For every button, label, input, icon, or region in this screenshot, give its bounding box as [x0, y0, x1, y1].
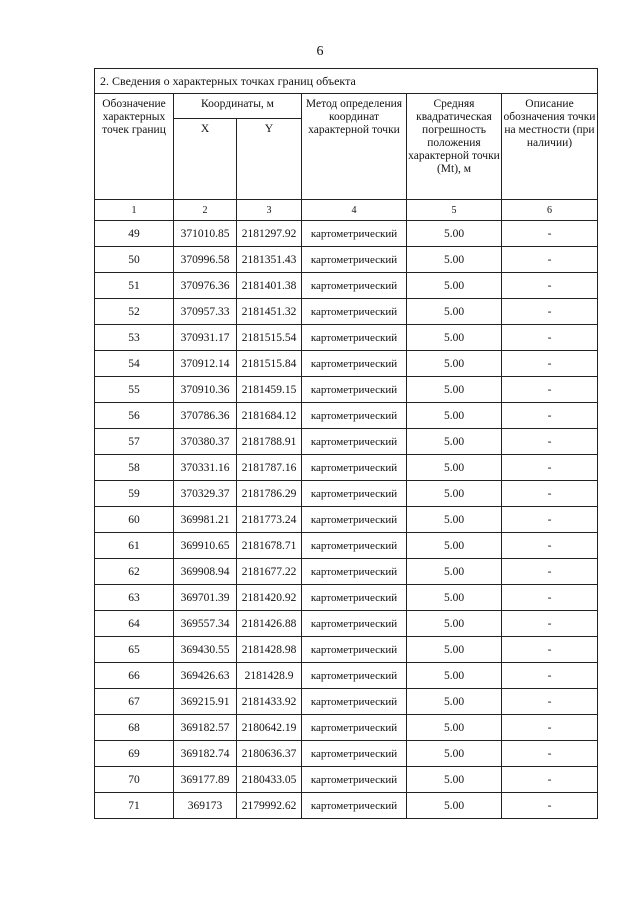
- y-coordinate-cell: 2181433.92: [237, 689, 302, 715]
- point-cell: 52: [95, 299, 174, 325]
- x-coordinate-cell: 369430.55: [174, 637, 237, 663]
- method-cell: картометрический: [302, 247, 407, 273]
- header-y: Y: [237, 119, 302, 200]
- table-row: [95, 507, 598, 533]
- column-number: 6: [502, 200, 598, 221]
- y-coordinate-cell: 2181515.84: [237, 351, 302, 377]
- x-coordinate-cell: 370976.36: [174, 273, 237, 299]
- y-coordinate-cell: 2179992.62: [237, 793, 302, 819]
- x-coordinate-cell: 369910.65: [174, 533, 237, 559]
- point-cell: 53: [95, 325, 174, 351]
- error-cell: 5.00: [407, 533, 502, 559]
- x-coordinate-cell: 369908.94: [174, 559, 237, 585]
- x-coordinate-cell: 370996.58: [174, 247, 237, 273]
- point-cell: 69: [95, 741, 174, 767]
- x-coordinate-cell: 370910.36: [174, 377, 237, 403]
- point-cell: 50: [95, 247, 174, 273]
- y-coordinate-cell: 2181428.9: [237, 663, 302, 689]
- error-cell: 5.00: [407, 741, 502, 767]
- method-cell: картометрический: [302, 611, 407, 637]
- description-cell: -: [502, 793, 598, 819]
- method-cell: картометрический: [302, 637, 407, 663]
- y-coordinate-cell: 2181773.24: [237, 507, 302, 533]
- point-cell: 71: [95, 793, 174, 819]
- y-coordinate-cell: 2180642.19: [237, 715, 302, 741]
- x-coordinate-cell: 370331.16: [174, 455, 237, 481]
- column-number: 5: [407, 200, 502, 221]
- x-coordinate-cell: 369426.63: [174, 663, 237, 689]
- error-cell: 5.00: [407, 611, 502, 637]
- header-x: X: [174, 119, 237, 200]
- method-cell: картометрический: [302, 533, 407, 559]
- table-row: [95, 481, 598, 507]
- description-cell: -: [502, 611, 598, 637]
- table-row: [95, 663, 598, 689]
- point-cell: 55: [95, 377, 174, 403]
- x-coordinate-cell: 369701.39: [174, 585, 237, 611]
- description-cell: -: [502, 299, 598, 325]
- description-cell: -: [502, 351, 598, 377]
- table-row: [95, 793, 598, 819]
- table-row: [95, 767, 598, 793]
- method-cell: картометрический: [302, 689, 407, 715]
- point-cell: 66: [95, 663, 174, 689]
- description-cell: -: [502, 637, 598, 663]
- table-row: [95, 533, 598, 559]
- header-point: Обозначение характерных точек границ: [95, 94, 174, 200]
- x-coordinate-cell: 369182.57: [174, 715, 237, 741]
- y-coordinate-cell: 2180433.05: [237, 767, 302, 793]
- y-coordinate-cell: 2181426.88: [237, 611, 302, 637]
- description-cell: -: [502, 715, 598, 741]
- method-cell: картометрический: [302, 559, 407, 585]
- y-coordinate-cell: 2181786.29: [237, 481, 302, 507]
- x-coordinate-cell: 369182.74: [174, 741, 237, 767]
- description-cell: -: [502, 247, 598, 273]
- method-cell: картометрический: [302, 377, 407, 403]
- description-cell: -: [502, 325, 598, 351]
- method-cell: картометрический: [302, 221, 407, 247]
- table-row: [95, 221, 598, 247]
- error-cell: 5.00: [407, 351, 502, 377]
- error-cell: 5.00: [407, 455, 502, 481]
- point-cell: 56: [95, 403, 174, 429]
- y-coordinate-cell: 2180636.37: [237, 741, 302, 767]
- y-coordinate-cell: 2181787.16: [237, 455, 302, 481]
- x-coordinate-cell: 370786.36: [174, 403, 237, 429]
- method-cell: картометрический: [302, 767, 407, 793]
- error-cell: 5.00: [407, 559, 502, 585]
- method-cell: картометрический: [302, 715, 407, 741]
- y-coordinate-cell: 2181459.15: [237, 377, 302, 403]
- description-cell: -: [502, 221, 598, 247]
- method-cell: картометрический: [302, 507, 407, 533]
- method-cell: картометрический: [302, 325, 407, 351]
- description-cell: -: [502, 689, 598, 715]
- description-cell: -: [502, 403, 598, 429]
- table-row: [95, 455, 598, 481]
- boundary-points-table: [94, 68, 598, 819]
- error-cell: 5.00: [407, 793, 502, 819]
- description-cell: -: [502, 741, 598, 767]
- point-cell: 61: [95, 533, 174, 559]
- table-row: [95, 299, 598, 325]
- section-title: 2. Сведения о характерных точках границ объекта: [95, 69, 598, 94]
- y-coordinate-cell: 2181401.38: [237, 273, 302, 299]
- description-cell: -: [502, 507, 598, 533]
- point-cell: 68: [95, 715, 174, 741]
- error-cell: 5.00: [407, 221, 502, 247]
- description-cell: -: [502, 767, 598, 793]
- y-coordinate-cell: 2181515.54: [237, 325, 302, 351]
- error-cell: 5.00: [407, 585, 502, 611]
- point-cell: 70: [95, 767, 174, 793]
- x-coordinate-cell: 369557.34: [174, 611, 237, 637]
- error-cell: 5.00: [407, 299, 502, 325]
- table-row: [95, 247, 598, 273]
- method-cell: картометрический: [302, 403, 407, 429]
- point-cell: 49: [95, 221, 174, 247]
- error-cell: 5.00: [407, 429, 502, 455]
- error-cell: 5.00: [407, 273, 502, 299]
- method-cell: картометрический: [302, 429, 407, 455]
- description-cell: -: [502, 429, 598, 455]
- section-title-row: [95, 69, 598, 94]
- method-cell: картометрический: [302, 585, 407, 611]
- point-cell: 57: [95, 429, 174, 455]
- method-cell: картометрический: [302, 741, 407, 767]
- point-cell: 60: [95, 507, 174, 533]
- y-coordinate-cell: 2181788.91: [237, 429, 302, 455]
- y-coordinate-cell: 2181428.98: [237, 637, 302, 663]
- method-cell: картометрический: [302, 663, 407, 689]
- table-row: [95, 403, 598, 429]
- column-number: 3: [237, 200, 302, 221]
- description-cell: -: [502, 273, 598, 299]
- error-cell: 5.00: [407, 247, 502, 273]
- table-row: [95, 325, 598, 351]
- description-cell: -: [502, 559, 598, 585]
- x-coordinate-cell: 370957.33: [174, 299, 237, 325]
- method-cell: картометрический: [302, 273, 407, 299]
- method-cell: картометрический: [302, 481, 407, 507]
- point-cell: 58: [95, 455, 174, 481]
- error-cell: 5.00: [407, 715, 502, 741]
- y-coordinate-cell: 2181678.71: [237, 533, 302, 559]
- y-coordinate-cell: 2181677.22: [237, 559, 302, 585]
- point-cell: 59: [95, 481, 174, 507]
- point-cell: 54: [95, 351, 174, 377]
- description-cell: -: [502, 377, 598, 403]
- method-cell: картометрический: [302, 793, 407, 819]
- page-number: 6: [316, 44, 324, 59]
- method-cell: картометрический: [302, 455, 407, 481]
- description-cell: -: [502, 585, 598, 611]
- column-numbers-row: [95, 200, 598, 221]
- table-row: [95, 715, 598, 741]
- table-row: [95, 559, 598, 585]
- point-cell: 51: [95, 273, 174, 299]
- table-row: [95, 585, 598, 611]
- table-row: [95, 273, 598, 299]
- x-coordinate-cell: 370329.37: [174, 481, 237, 507]
- error-cell: 5.00: [407, 767, 502, 793]
- column-number: 2: [174, 200, 237, 221]
- description-cell: -: [502, 455, 598, 481]
- column-number: 4: [302, 200, 407, 221]
- point-cell: 64: [95, 611, 174, 637]
- error-cell: 5.00: [407, 637, 502, 663]
- x-coordinate-cell: 369981.21: [174, 507, 237, 533]
- y-coordinate-cell: 2181451.32: [237, 299, 302, 325]
- y-coordinate-cell: 2181297.92: [237, 221, 302, 247]
- x-coordinate-cell: 371010.85: [174, 221, 237, 247]
- error-cell: 5.00: [407, 325, 502, 351]
- header-error: Средняя квадратическая погрешность положения характерной точки (Mt), м: [407, 94, 502, 200]
- table-row: [95, 741, 598, 767]
- column-number: 1: [95, 200, 174, 221]
- table-row: [95, 377, 598, 403]
- method-cell: картометрический: [302, 299, 407, 325]
- x-coordinate-cell: 369177.89: [174, 767, 237, 793]
- point-cell: 62: [95, 559, 174, 585]
- table-row: [95, 637, 598, 663]
- y-coordinate-cell: 2181420.92: [237, 585, 302, 611]
- x-coordinate-cell: 369215.91: [174, 689, 237, 715]
- error-cell: 5.00: [407, 507, 502, 533]
- table-row: [95, 689, 598, 715]
- error-cell: 5.00: [407, 377, 502, 403]
- x-coordinate-cell: 369173: [174, 793, 237, 819]
- header-description: Описание обозначения точки на местности (при наличии): [502, 94, 598, 200]
- error-cell: 5.00: [407, 689, 502, 715]
- table-row: [95, 429, 598, 455]
- error-cell: 5.00: [407, 663, 502, 689]
- table-row: [95, 611, 598, 637]
- error-cell: 5.00: [407, 403, 502, 429]
- description-cell: -: [502, 481, 598, 507]
- header-coords: Координаты, м: [174, 94, 302, 119]
- point-cell: 67: [95, 689, 174, 715]
- header-row: [95, 94, 598, 119]
- method-cell: картометрический: [302, 351, 407, 377]
- point-cell: 65: [95, 637, 174, 663]
- y-coordinate-cell: 2181684.12: [237, 403, 302, 429]
- x-coordinate-cell: 370380.37: [174, 429, 237, 455]
- y-coordinate-cell: 2181351.43: [237, 247, 302, 273]
- error-cell: 5.00: [407, 481, 502, 507]
- point-cell: 63: [95, 585, 174, 611]
- description-cell: -: [502, 663, 598, 689]
- header-method: Метод определения координат характерной точки: [302, 94, 407, 200]
- description-cell: -: [502, 533, 598, 559]
- x-coordinate-cell: 370912.14: [174, 351, 237, 377]
- table-row: [95, 351, 598, 377]
- x-coordinate-cell: 370931.17: [174, 325, 237, 351]
